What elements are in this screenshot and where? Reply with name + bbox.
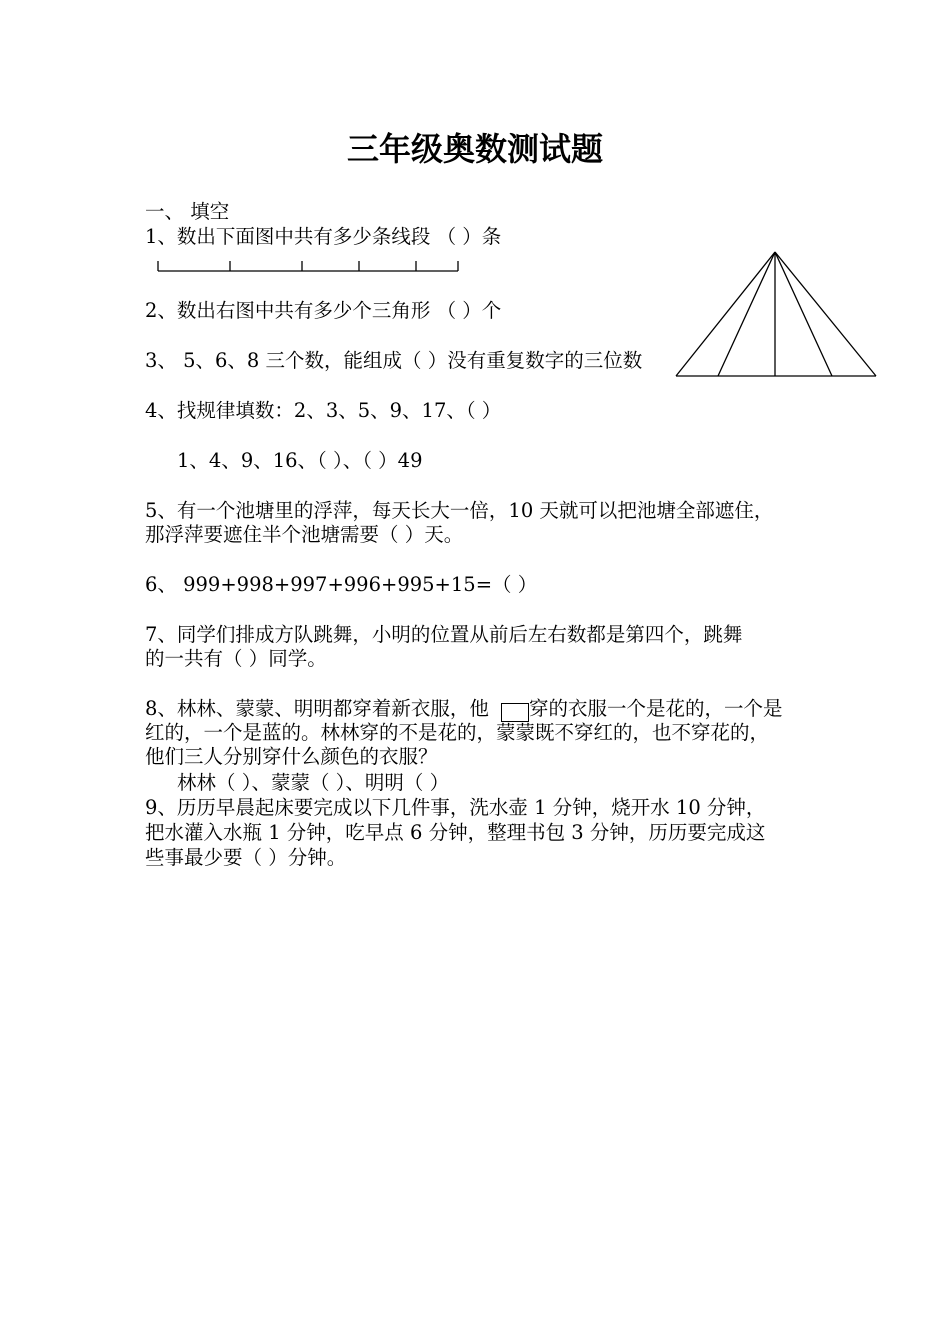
triangle-figure <box>670 248 882 382</box>
question-9-line-2: 把水灌入水瓶 1 分钟，吃早点 6 分钟，整理书包 3 分钟，历历要完成这 <box>145 821 766 844</box>
question-1: 1、数出下面图中共有多少条线段 （ ）条 <box>145 225 502 248</box>
question-8-line-2: 红的，一个是蓝的。林林穿的不是花的，蒙蒙既不穿红的，也不穿花的， <box>145 721 770 744</box>
question-9-line-3: 些事最少要（ ）分钟。 <box>145 846 347 869</box>
question-7-line-2: 的一共有（ ）同学。 <box>145 647 327 670</box>
line-segment-figure <box>150 255 470 277</box>
question-3: 3、 5、6、8 三个数，能组成（ ）没有重复数字的三位数 <box>145 349 643 372</box>
section-heading: 一、 填空 <box>145 200 230 223</box>
page-title: 三年级奥数测试题 <box>346 130 603 168</box>
question-5-line-1: 5、有一个池塘里的浮萍，每天长大一倍，10 天就可以把池塘全部遮住， <box>145 499 774 522</box>
covered-character-box <box>501 703 529 722</box>
question-8-line-1a: 8、林林、蒙蒙、明明都穿着新衣服，他 <box>145 697 489 720</box>
question-9-line-1: 9、历历早晨起床要完成以下几件事，洗水壶 1 分钟，烧开水 10 分钟， <box>145 796 766 819</box>
question-4b: 1、4、9、16、（ ）、（ ）49 <box>177 449 423 472</box>
question-5-line-2: 那浮萍要遮住半个池塘需要（ ）天。 <box>145 523 464 546</box>
question-7-line-1: 7、同学们排成方队跳舞，小明的位置从前后左右数都是第四个，跳舞 <box>145 623 743 646</box>
question-6: 6、 999+998+997+996+995+15=（ ） <box>145 573 538 596</box>
question-4a: 4、找规律填数：2、3、5、9、17、（ ） <box>145 399 502 422</box>
question-8-line-1b: 穿的衣服一个是花的，一个是 <box>529 697 783 720</box>
question-8-line-3: 他们三人分别穿什么颜色的衣服？ <box>145 745 438 768</box>
question-2: 2、数出右图中共有多少个三角形 （ ）个 <box>145 299 502 322</box>
question-8-answer: 林林（ ）、蒙蒙（ ）、明明（ ） <box>177 771 450 794</box>
